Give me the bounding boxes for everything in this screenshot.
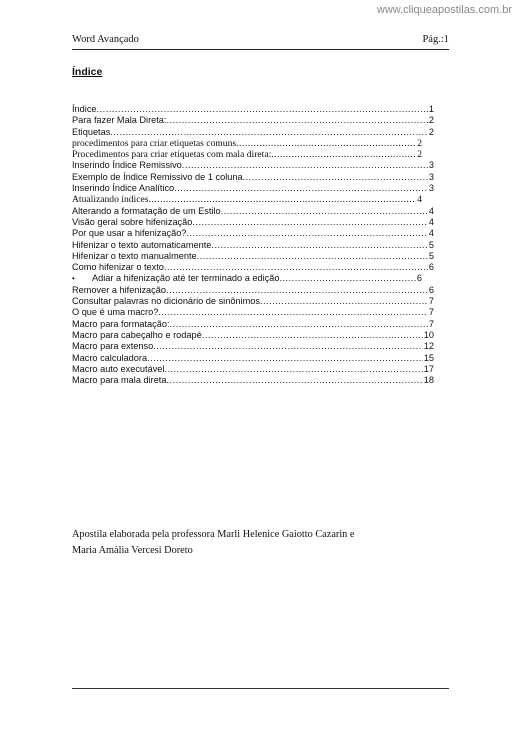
toc-entry-page: 7 <box>428 318 434 329</box>
toc-entry[interactable] <box>72 115 434 126</box>
toc-dot-leader <box>170 319 428 330</box>
toc-entry[interactable] <box>72 217 434 228</box>
toc-entry[interactable] <box>72 149 422 160</box>
toc-entry-page: 1 <box>428 104 434 114</box>
toc-entry-page: 2 <box>417 149 422 161</box>
toc-dot-leader <box>271 149 416 160</box>
toc-entry[interactable] <box>72 104 434 115</box>
toc-entry-title: Atualizando índices <box>72 194 149 206</box>
credits-line-1: Apostila elaborada pela professora Marli Helenice Gaiotto Cazarin e <box>72 529 355 540</box>
header-document-title: Word Avançado <box>72 34 139 45</box>
toc-dot-leader <box>153 341 423 352</box>
toc-dot-leader <box>158 307 428 318</box>
toc-dot-leader <box>164 262 428 273</box>
toc-entry-title: Hifenizar o texto automaticamente <box>72 239 212 250</box>
toc-entry-page: 12 <box>423 341 434 352</box>
toc-dot-leader <box>279 273 415 284</box>
toc-dot-leader <box>202 330 423 341</box>
toc-entry-title: procedimentos para criar etiquetas comuns <box>72 137 237 149</box>
toc-entry-page: 4 <box>417 194 422 206</box>
toc-entry-page: 4 <box>428 216 434 227</box>
toc-entry-title: Inserindo Índice Analítico <box>72 183 175 194</box>
bullet-icon: • <box>72 274 75 284</box>
toc-entry-page: 6 <box>428 262 434 273</box>
toc-entry[interactable] <box>72 262 434 273</box>
toc-dot-leader <box>97 104 428 115</box>
toc-dot-leader <box>147 353 423 364</box>
toc-dot-leader <box>164 364 422 375</box>
toc-entry[interactable] <box>72 194 422 205</box>
toc-entry-title: O que é uma macro? <box>72 307 159 318</box>
toc-entry-page: 3 <box>428 171 434 182</box>
toc-entry[interactable] <box>72 138 422 149</box>
toc-entry[interactable] <box>72 364 434 375</box>
toc-entry-page: 5 <box>428 250 434 261</box>
toc-entry-title: Por que usar a hifenização? <box>72 228 187 239</box>
toc-entry-title: Procedimentos para criar etiquetas com mala direta: <box>72 149 272 161</box>
toc-entry[interactable] <box>72 285 434 296</box>
credits <box>72 527 354 559</box>
toc-entry-title: Para fazer Mala Direta: <box>72 115 167 126</box>
toc-entry-title: Macro para formatação: <box>72 318 170 329</box>
toc-entry[interactable] <box>72 228 434 239</box>
toc-entry-title: Índice <box>72 104 97 114</box>
toc-dot-leader <box>260 296 428 307</box>
toc-entry[interactable] <box>72 341 434 352</box>
toc-dot-leader <box>148 194 416 205</box>
toc-entry-page: 2 <box>417 137 422 149</box>
toc-dot-leader <box>166 375 422 386</box>
toc-entry[interactable] <box>72 330 434 341</box>
toc-entry[interactable] <box>72 240 434 251</box>
toc-entry-title: Adiar a hifenização até ter terminado a edição <box>92 273 280 284</box>
toc-entry[interactable] <box>72 251 434 262</box>
toc-entry-page: 4 <box>428 228 434 239</box>
toc-entry-title: Macro para extenso <box>72 341 154 352</box>
toc-entry-title: Exemplo de Índice Remissivo de 1 coluna <box>72 171 243 182</box>
toc-entry-title: Etiquetas <box>72 126 111 137</box>
toc-entry-page: 5 <box>428 239 434 250</box>
toc-entry-page: 4 <box>428 205 434 216</box>
toc-entry[interactable] <box>72 172 434 183</box>
toc-dot-leader <box>243 172 428 183</box>
toc-entry-page: 7 <box>428 296 434 307</box>
toc-entry-page: 17 <box>423 363 434 374</box>
toc-dot-leader <box>174 183 428 194</box>
toc-entry-title: Visão geral sobre hifenização <box>72 216 193 227</box>
toc-entry-title: Inserindo Índice Remissivo <box>72 160 182 171</box>
footer-divider <box>72 688 449 689</box>
toc-entry[interactable] <box>72 127 434 138</box>
toc-entry[interactable] <box>72 353 434 364</box>
credits-line-2: Maria Amália Vercesi Doreto <box>72 545 193 556</box>
toc-entry[interactable] <box>72 183 434 194</box>
toc-entry-page: 6 <box>416 273 422 284</box>
toc-entry-title: Macro para cabeçalho e rodapé <box>72 329 202 340</box>
toc-dot-leader <box>221 206 428 217</box>
toc-dot-leader <box>166 285 428 296</box>
toc-dot-leader <box>182 160 428 171</box>
toc-entry-page: 6 <box>428 284 434 295</box>
toc-dot-leader <box>110 127 428 138</box>
toc-entry[interactable] <box>72 307 434 318</box>
toc-entry-page: 15 <box>423 352 434 363</box>
toc-entry-title: Alterando a formatação de um Estilo <box>72 205 221 216</box>
toc-dot-leader <box>166 115 427 126</box>
toc-entry[interactable] <box>72 206 434 217</box>
toc-dot-leader <box>197 251 428 262</box>
table-of-contents <box>72 104 434 386</box>
toc-entry-page: 18 <box>423 375 434 386</box>
toc-dot-leader <box>186 228 427 239</box>
site-watermark: www.cliqueapostilas.com.br <box>376 4 512 16</box>
toc-entry-page: 10 <box>423 329 434 340</box>
header-page-number: Pág.:1 <box>422 34 449 45</box>
toc-entry-title: Macro calculadora <box>72 352 148 363</box>
toc-entry-title: Remover a hifenização <box>72 284 166 295</box>
toc-heading: Índice <box>72 66 103 78</box>
toc-entry-page: 2 <box>428 115 434 126</box>
toc-entry[interactable] <box>72 273 422 284</box>
toc-entry-title: Consultar palavras no dicionário de sinônimos <box>72 296 260 307</box>
toc-entry-page: 2 <box>428 126 434 137</box>
toc-entry-title: Hifenizar o texto manualmente <box>72 250 197 261</box>
toc-entry-title: Macro auto executável <box>72 363 165 374</box>
toc-entry-page: 3 <box>428 160 434 171</box>
header-divider <box>72 49 449 50</box>
toc-dot-leader <box>236 138 416 149</box>
toc-entry-page: 7 <box>428 307 434 318</box>
toc-entry-title: Macro para mala direta <box>72 375 167 386</box>
toc-entry[interactable] <box>72 160 434 171</box>
toc-entry[interactable] <box>72 375 434 386</box>
toc-dot-leader <box>192 217 428 228</box>
toc-entry-page: 3 <box>428 183 434 194</box>
toc-entry[interactable] <box>72 296 434 307</box>
toc-dot-leader <box>211 240 427 251</box>
toc-entry-title: Como hifenizar o texto <box>72 262 164 273</box>
toc-entry[interactable] <box>72 319 434 330</box>
